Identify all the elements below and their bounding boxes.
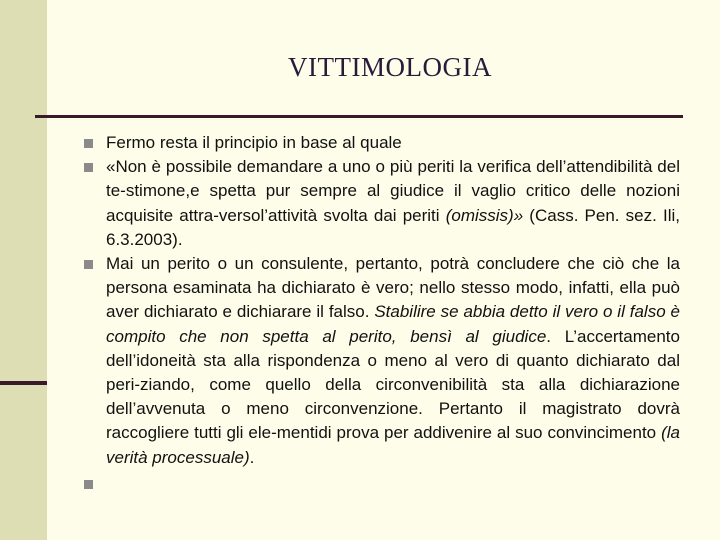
bullet-text: Mai un perito o un consulente, pertanto, potrà concludere che ciò che la persona esaminata ha dichiarato è vero; nello stesso modo, infatti, ella può aver dichiarato e dichiarare il falso. <box>106 254 680 322</box>
bullet-text-italic: Stabilire se abbia detto il vero o il falso è compito che non spetta al perito, bensì al giudice <box>106 302 680 346</box>
square-bullet-icon <box>84 139 93 148</box>
bullet-text: . <box>249 447 255 467</box>
square-bullet-icon <box>84 163 93 172</box>
bullet-item <box>84 252 680 470</box>
slide-title: VITTIMOLOGIA <box>288 52 492 82</box>
bullet-text-italic: (omissis)» <box>445 205 524 225</box>
bullet-item <box>84 131 680 155</box>
sidebar-divider <box>0 381 47 385</box>
bullet-text: «Non è possibile demandare a uno o più periti la verifica dell’attendibilità del te-stimone,e spetta pur sempre al giudice il vaglio critico delle nozioni acquisite attra-versol’attività svolta dai periti <box>106 157 680 225</box>
sidebar-band <box>0 0 47 540</box>
bullet-text-italic: (la verità processuale) <box>106 423 680 467</box>
bullet-list <box>84 131 680 496</box>
bullet-text: . L’accertamento dell’idoneità sta alla rispondenza o meno al vero di quanto dichiarato dal peri-ziando, come quello della circonvenibilità sta alla dichiarazione dell’avvenuta o meno circonvenzione. Pertanto il magistrato dovrà raccogliere tutti gli ele-mentidi prova per addivenire al suo convincimento <box>106 326 680 443</box>
square-bullet-icon <box>84 260 93 269</box>
bullet-item <box>84 155 680 252</box>
title-divider <box>35 115 683 118</box>
square-bullet-icon <box>84 480 93 489</box>
bullet-text: Fermo resta il principio in base al quale <box>106 133 402 152</box>
bullet-text: (Cass. Pen. sez. Ili, 6.3.2003). <box>106 205 680 249</box>
bullet-item-empty <box>84 472 680 496</box>
